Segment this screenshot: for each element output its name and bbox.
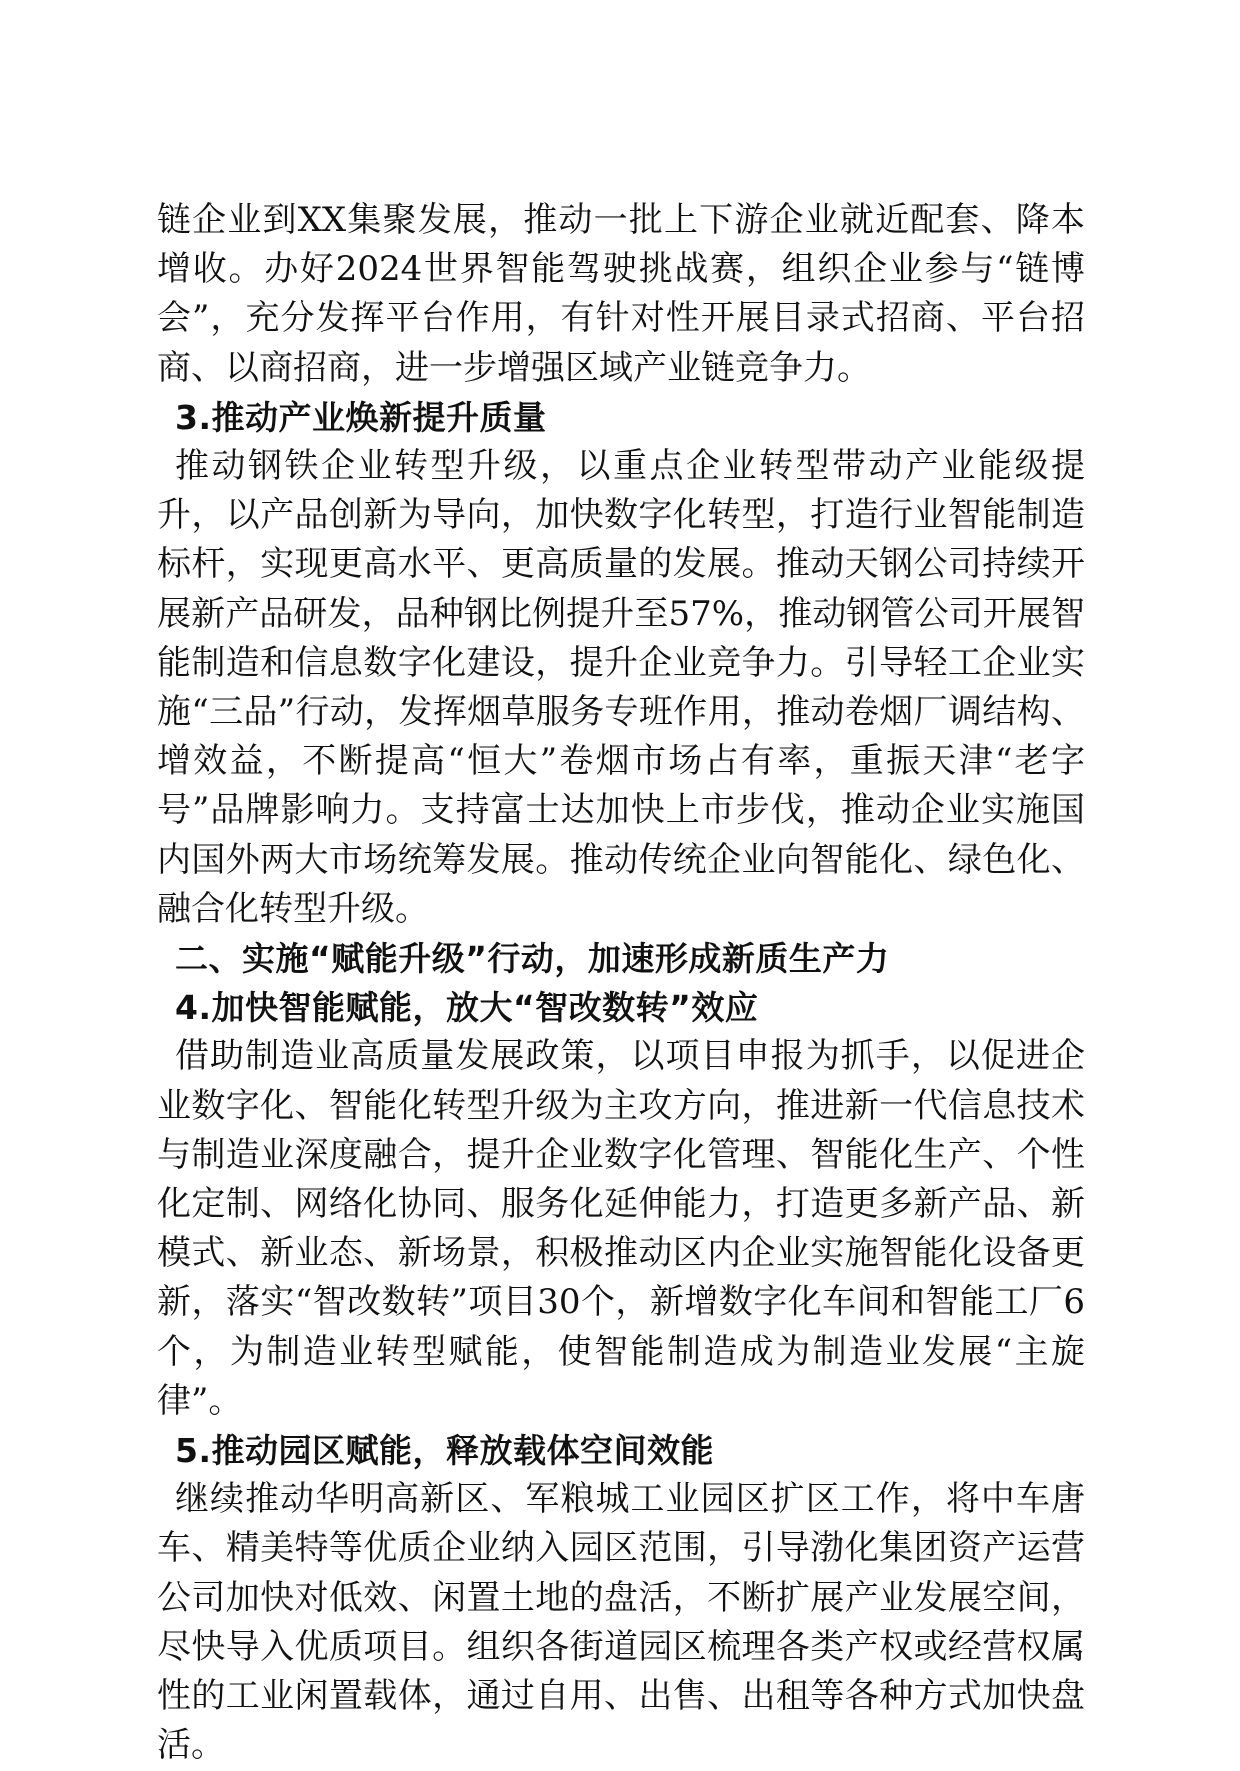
heading-smart-empowerment: 4.加快智能赋能，放大“智改数转”效应 <box>175 988 759 1028</box>
document-page <box>157 196 1085 1771</box>
heading-industry-renewal: 3.推动产业焕新提升质量 <box>175 397 547 437</box>
paragraph-supply-chain: 链企业到XX集聚发展，推动一批上下游企业就近配套、降本增收。办好2024世界智能驾驶挑战赛，组织企业参与“链博会”，充分发挥平台作用，有针对性开展目录式招商、平台招商、以商招商，进一步增强区域产业链竞争力。 <box>157 200 1085 388</box>
paragraph-park-expansion: 继续推动华明高新区、军粮城工业园区扩区工作，将中车唐车、精美特等优质企业纳入园区范围，引导渤化集团资产运营公司加快对低效、闲置土地的盘活，不断扩展产业发展空间，尽快导入优质项目。组织各街道园区梳理各类产权或经营权属性的工业闲置载体，通过自用、出售、出租等各种方式加快盘活。 <box>157 1479 1085 1766</box>
paragraph-digital-transformation: 借助制造业高质量发展政策，以项目申报为抓手，以促进企业数字化、智能化转型升级为主攻方向，推进新一代信息技术与制造业深度融合，提升企业数字化管理、智能化生产、个性化定制、网络化协同、服务化延伸能力，打造更多新产品、新模式、新业态、新场景，积极推动区内企业实施智能化设备更新，落实“智改数转”项目30个，新增数字化车间和智能工厂6个，为制造业转型赋能，使智能制造成为制造业发展“主旋律”。 <box>157 1036 1085 1421</box>
heading-empowerment-upgrade: 二、实施“赋能升级”行动，加速形成新质生产力 <box>175 939 890 979</box>
heading-park-empowerment: 5.推动园区赋能，释放载体空间效能 <box>175 1431 714 1471</box>
paragraph-steel-upgrade: 推动钢铁企业转型升级，以重点企业转型带动产业能级提升，以产品创新为导向，加快数字化转型，打造行业智能制造标杆，实现更高水平、更高质量的发展。推动天钢公司持续开展新产品研发，品种钢比例提升至57%，推动钢管公司开展智能制造和信息数字化建设，提升企业竞争力。引导轻工企业实施“三品”行动，发挥烟草服务专班作用，推动卷烟厂调结构、增效益，不断提高“恒大”卷烟市场占有率，重振天津“老字号”品牌影响力。支持富士达加快上市步伐，推动企业实施国内国外两大市场统筹发展。推动传统企业向智能化、绿色化、融合化转型升级。 <box>157 446 1085 929</box>
